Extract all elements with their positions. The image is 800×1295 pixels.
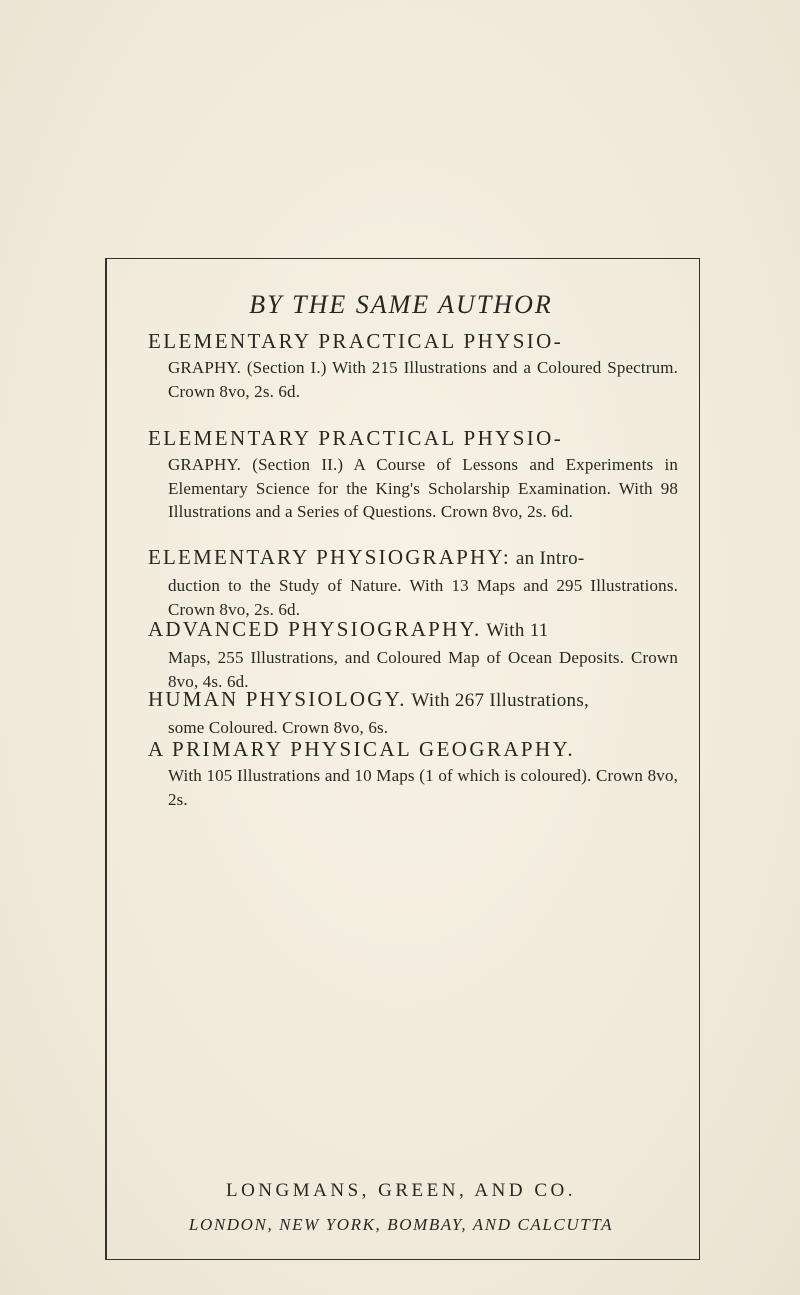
book-entry-primary-physical-geography	[148, 734, 678, 811]
entry-heading-rest: an Intro-	[510, 548, 585, 569]
entry-heading: ELEMENTARY PRACTICAL PHYSIO-	[148, 426, 564, 450]
book-entry-advanced-physiography	[148, 614, 678, 693]
publisher-name: LONGMANS, GREEN, AND CO.	[225, 1180, 576, 1201]
entry-heading-rest: With 267 Illustrations,	[406, 690, 590, 711]
page-title: BY THE SAME AUTHOR	[249, 290, 553, 319]
entry-heading-rest: With 11	[481, 620, 549, 641]
entry-description: GRAPHY. (Section I.) With 215 Illustrations and a Coloured Spectrum. Crown 8vo, 2s. 6d.	[168, 358, 678, 401]
entry-heading-line	[148, 684, 678, 716]
book-entry-physiography-section-2	[148, 423, 678, 524]
book-entry-elementary-physiography	[148, 542, 678, 621]
entry-heading: ADVANCED PHYSIOGRAPHY.	[148, 617, 482, 641]
entry-description: GRAPHY. (Section II.) A Course of Lessons and Experiments in Elementary Science for the King's Scholarship Examination. With 98 Illustrations and a Series of Questions. Crown 8vo, 2s. 6d.	[168, 455, 678, 521]
entry-heading-line	[148, 614, 678, 646]
entry-description: With 105 Illustrations and 10 Maps (1 of which is coloured). Crown 8vo, 2s.	[168, 766, 678, 809]
entry-heading: ELEMENTARY PRACTICAL PHYSIO-	[148, 329, 564, 353]
publisher-places: LONDON, NEW YORK, BOMBAY, AND CALCUTTA	[188, 1215, 614, 1234]
entry-description: Maps, 255 Illustrations, and Coloured Map of Ocean Deposits. Crown 8vo, 4s. 6d.	[168, 648, 678, 691]
book-entry-human-physiology	[148, 684, 678, 740]
entry-heading-line	[148, 542, 678, 574]
entry-heading: HUMAN PHYSIOLOGY.	[148, 687, 407, 711]
entry-heading: A PRIMARY PHYSICAL GEOGRAPHY.	[148, 737, 576, 761]
book-entry-physiography-section-1	[148, 326, 678, 403]
entry-description: duction to the Study of Nature. With 13 Maps and 295 Illustrations. Crown 8vo, 2s. 6d.	[168, 576, 678, 619]
entry-heading: ELEMENTARY PHYSIOGRAPHY:	[148, 545, 511, 569]
entry-description: some Coloured. Crown 8vo, 6s.	[168, 718, 389, 737]
